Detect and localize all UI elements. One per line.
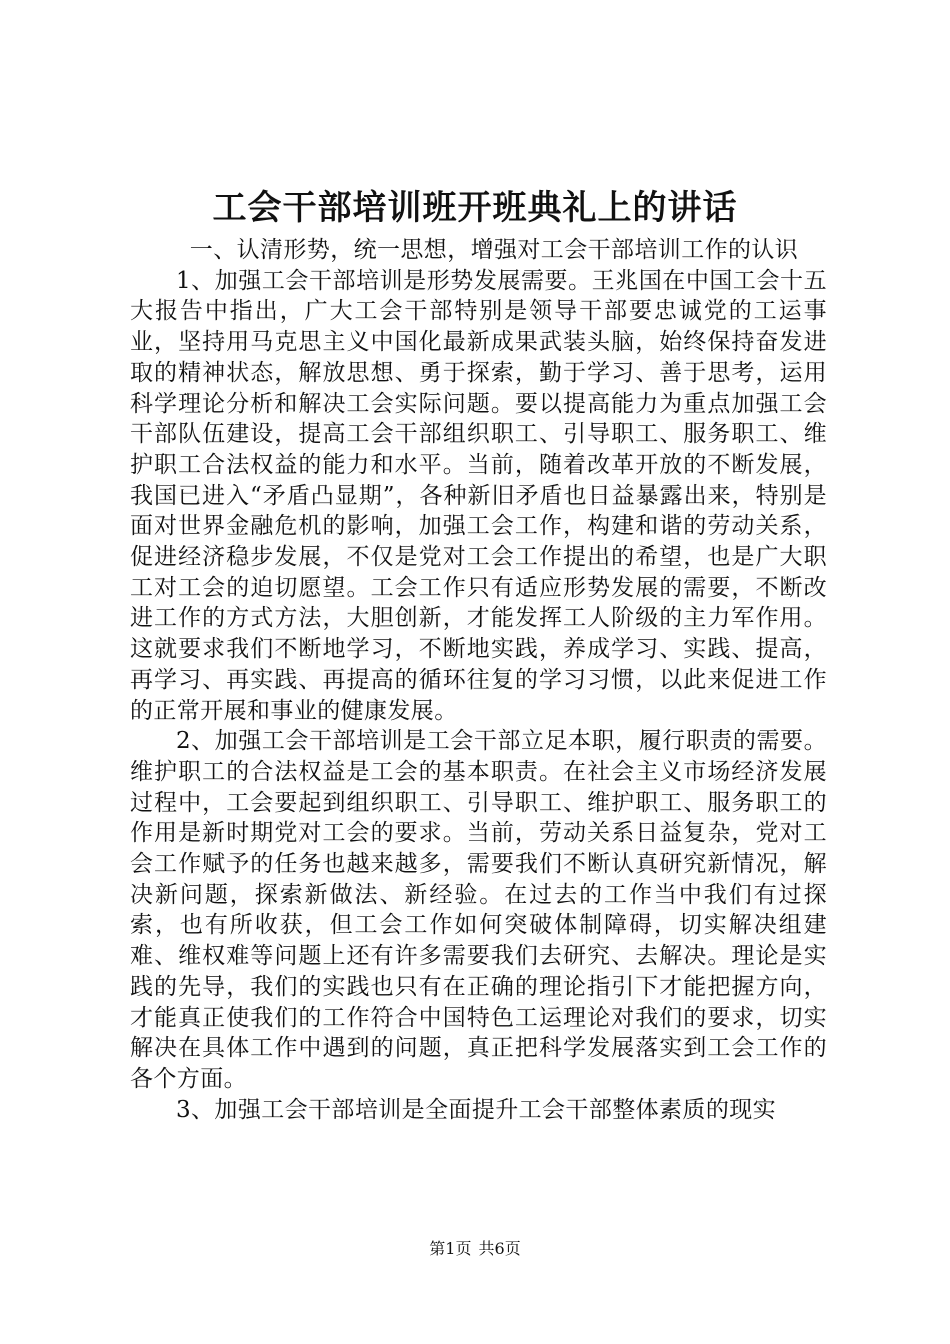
paragraph-1: 1、加强工会干部培训是形势发展需要。王兆国在中国工会十五大报告中指出，广大工会干部特别是领导干部要忠诚党的工运事业，坚持用马克思主义中国化最新成果武装头脑，始终保持奋发进取的精神状态，解放思想、勇于探索，勤于学习、善于思考，运用科学理论分析和解决工会实际问题。要以提高能力为重点加强工会干部队伍建设，提高工会干部组织职工、引导职工、服务职工、维护职工合法权益的能力和水平。当前，随着改革开放的不断发展，我国已进入“矛盾凸显期”，各种新旧矛盾也日益暴露出来，特别是面对世界金融危机的影响，加强工会工作，构建和谐的劳动关系，促进经济稳步发展，不仅是党对工会工作提出的希望，也是广大职工对工会的迫切愿望。工会工作只有适应形势发展的需要，不断改进工作的方式方法，大胆创新，才能发挥工人阶级的主力军作用。这就要求我们不断地学习，不断地实践，养成学习、实践、提高，再学习、再实践、再提高的循环往复的学习习惯，以此来促进工作的正常开展和事业的健康发展。 xyxy=(130,267,827,724)
page-footer xyxy=(0,1238,950,1260)
page-total: 共6页 xyxy=(478,1239,521,1258)
paragraph-3: 3、加强工会干部培训是全面提升工会干部整体素质的现实 xyxy=(176,1096,777,1123)
document-body xyxy=(130,235,827,1125)
document-title: 工会干部培训班开班典礼上的讲话 xyxy=(212,188,738,228)
page-number: 第1页 xyxy=(429,1239,472,1258)
paragraph-2: 2、加强工会干部培训是工会干部立足本职，履行职责的需要。维护职工的合法权益是工会的基本职责。在社会主义市场经济发展过程中，工会要起到组织职工、引导职工、维护职工、服务职工的作用是新时期党对工会的要求。当前，劳动关系日益复杂，党对工会工作赋予的任务也越来越多，需要我们不断认真研究新情况，解决新问题，探索新做法、新经验。在过去的工作当中我们有过探索，也有所收获，但工会工作如何突破体制障碍，切实解决组建难、维权难等问题上还有许多需要我们去研究、去解决。理论是实践的先导，我们的实践也只有在正确的理论指引下才能把握方向，才能真正使我们的工作符合中国特色工运理论对我们的要求，切实解决在具体工作中遇到的问题，真正把科学发展落实到工会工作的各个方面。 xyxy=(130,728,827,1092)
section-heading: 一、认清形势，统一思想，增强对工会干部培训工作的认识 xyxy=(189,237,799,263)
